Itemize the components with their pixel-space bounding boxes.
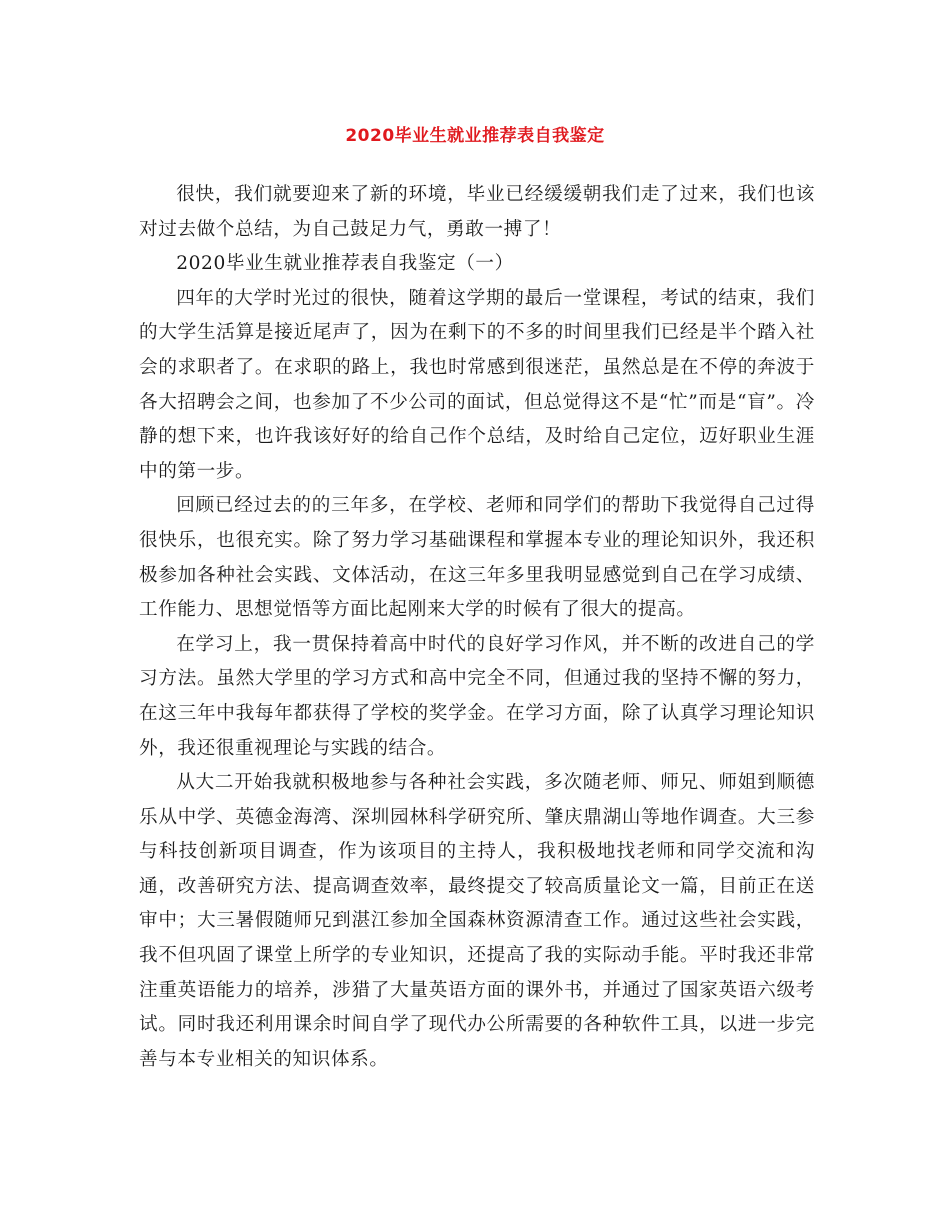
paragraph-3: 在学习上，我一贯保持着高中时代的良好学习作风，并不断的改进自己的学习方法。虽然大学里的学习方式和高中完全不同，但通过我的坚持不懈的努力，在这三年中我每年都获得了学校的奖学金。在学习方面，除了认真学习理论知识外，我还很重视理论与实践的结合。: [139, 633, 815, 759]
section-heading: 2020毕业生就业推荐表自我鉴定（一）: [176, 253, 514, 275]
paragraph-4: 从大二开始我就积极地参与各种社会实践，多次随老师、师兄、师姐到顺德乐从中学、英德金海湾、深圳园林科学研究所、肇庆鼎湖山等地作调查。大三参与科技创新项目调查，作为该项目的主持人，我积极地找老师和同学交流和沟通，改善研究方法、提高调查效率，最终提交了较高质量论文一篇，目前正在送审中；大三暑假随师兄到湛江参加全国森林资源清查工作。通过这些社会实践，我不但巩固了课堂上所学的专业知识，还提高了我的实际动手能。平时我还非常注重英语能力的培养，涉猎了大量英语方面的课外书，并通过了国家英语六级考试。同时我还利用课余时间自学了现代办公所需要的各种软件工具，以进一步完善与本专业相关的知识体系。: [139, 772, 815, 1070]
document-title: 2020毕业生就业推荐表自我鉴定: [345, 126, 605, 146]
paragraph-2: 回顾已经过去的的三年多，在学校、老师和同学们的帮助下我觉得自己过得很快乐，也很充实。除了努力学习基础课程和掌握本专业的理论知识外，我还积极参加各种社会实践、文体活动，在这三年多里我明显感觉到自己在学习成绩、工作能力、思想觉悟等方面比起刚来大学的时候有了很大的提高。: [139, 495, 815, 621]
paragraph-1: 四年的大学时光过的很快，随着这学期的最后一堂课程，考试的结束，我们的大学生活算是接近尾声了，因为在剩下的不多的时间里我们已经是半个踏入社会的求职者了。在求职的路上，我也时常感到很迷茫，虽然总是在不停的奔波于各大招聘会之间，也参加了不少公司的面试，但总觉得这不是“忙”而是“盲”。冷静的想下来，也许我该好好的给自己作个总结，及时给自己定位，迈好职业生涯中的第一步。: [139, 287, 815, 482]
document-body: [139, 178, 815, 1077]
paragraph-intro: 很快，我们就要迎来了新的环境，毕业已经缓缓朝我们走了过来，我们也该对过去做个总结，为自己鼓足力气，勇敢一搏了！: [139, 184, 815, 240]
